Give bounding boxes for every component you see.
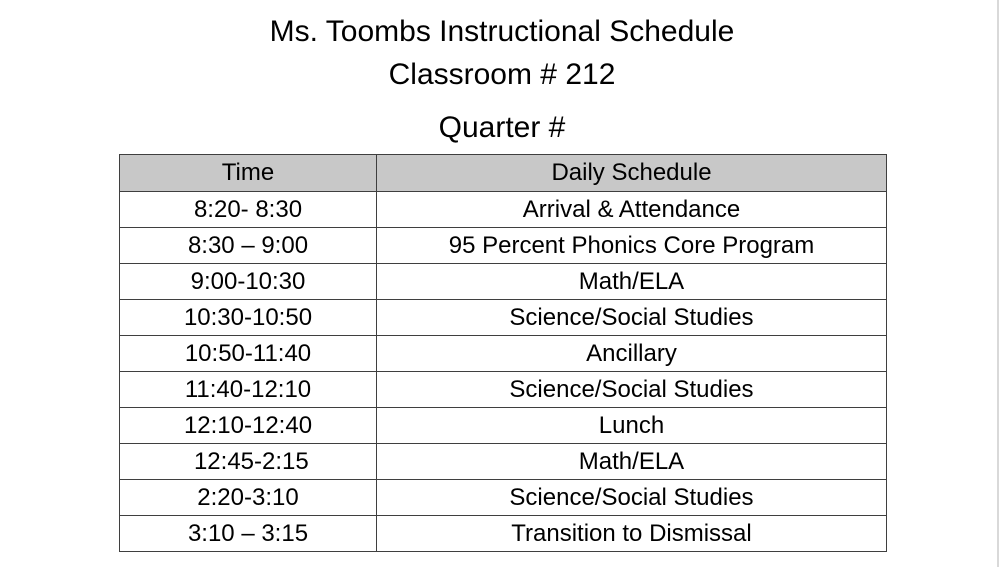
activity-cell: Math/ELA — [377, 264, 887, 300]
classroom-label: Classroom # 212 — [388, 58, 616, 91]
activity-cell: Lunch — [377, 408, 887, 444]
schedule-table — [119, 154, 887, 552]
table-row — [120, 264, 887, 300]
activity-cell: 95 Percent Phonics Core Program — [377, 228, 887, 264]
table-row — [120, 372, 887, 408]
time-cell: 8:30 – 9:00 — [120, 228, 377, 264]
time-cell: 12:45-2:15 — [120, 444, 377, 480]
time-cell: 12:10-12:40 — [120, 408, 377, 444]
time-cell: 8:20- 8:30 — [120, 192, 377, 228]
time-cell: 9:00-10:30 — [120, 264, 377, 300]
table-row — [120, 480, 887, 516]
activity-cell: Transition to Dismissal — [377, 516, 887, 552]
table-row — [120, 444, 887, 480]
activity-cell: Arrival & Attendance — [377, 192, 887, 228]
activity-cell: Science/Social Studies — [377, 480, 887, 516]
table-row — [120, 516, 887, 552]
activity-cell: Science/Social Studies — [377, 300, 887, 336]
activity-cell: Science/Social Studies — [377, 372, 887, 408]
time-cell: 3:10 – 3:15 — [120, 516, 377, 552]
table-row — [120, 336, 887, 372]
table-row — [120, 228, 887, 264]
activity-cell: Ancillary — [377, 336, 887, 372]
page-title: Ms. Toombs Instructional Schedule — [269, 15, 735, 48]
time-cell: 2:20-3:10 — [120, 480, 377, 516]
table-row — [120, 192, 887, 228]
quarter-label: Quarter # — [438, 111, 566, 144]
table-row — [120, 408, 887, 444]
table-row — [120, 300, 887, 336]
column-header-time: Time — [120, 155, 377, 192]
time-cell: 10:50-11:40 — [120, 336, 377, 372]
table-header-row — [120, 155, 887, 192]
time-cell: 10:30-10:50 — [120, 300, 377, 336]
activity-cell: Math/ELA — [377, 444, 887, 480]
column-header-daily-schedule: Daily Schedule — [377, 155, 887, 192]
time-cell: 11:40-12:10 — [120, 372, 377, 408]
